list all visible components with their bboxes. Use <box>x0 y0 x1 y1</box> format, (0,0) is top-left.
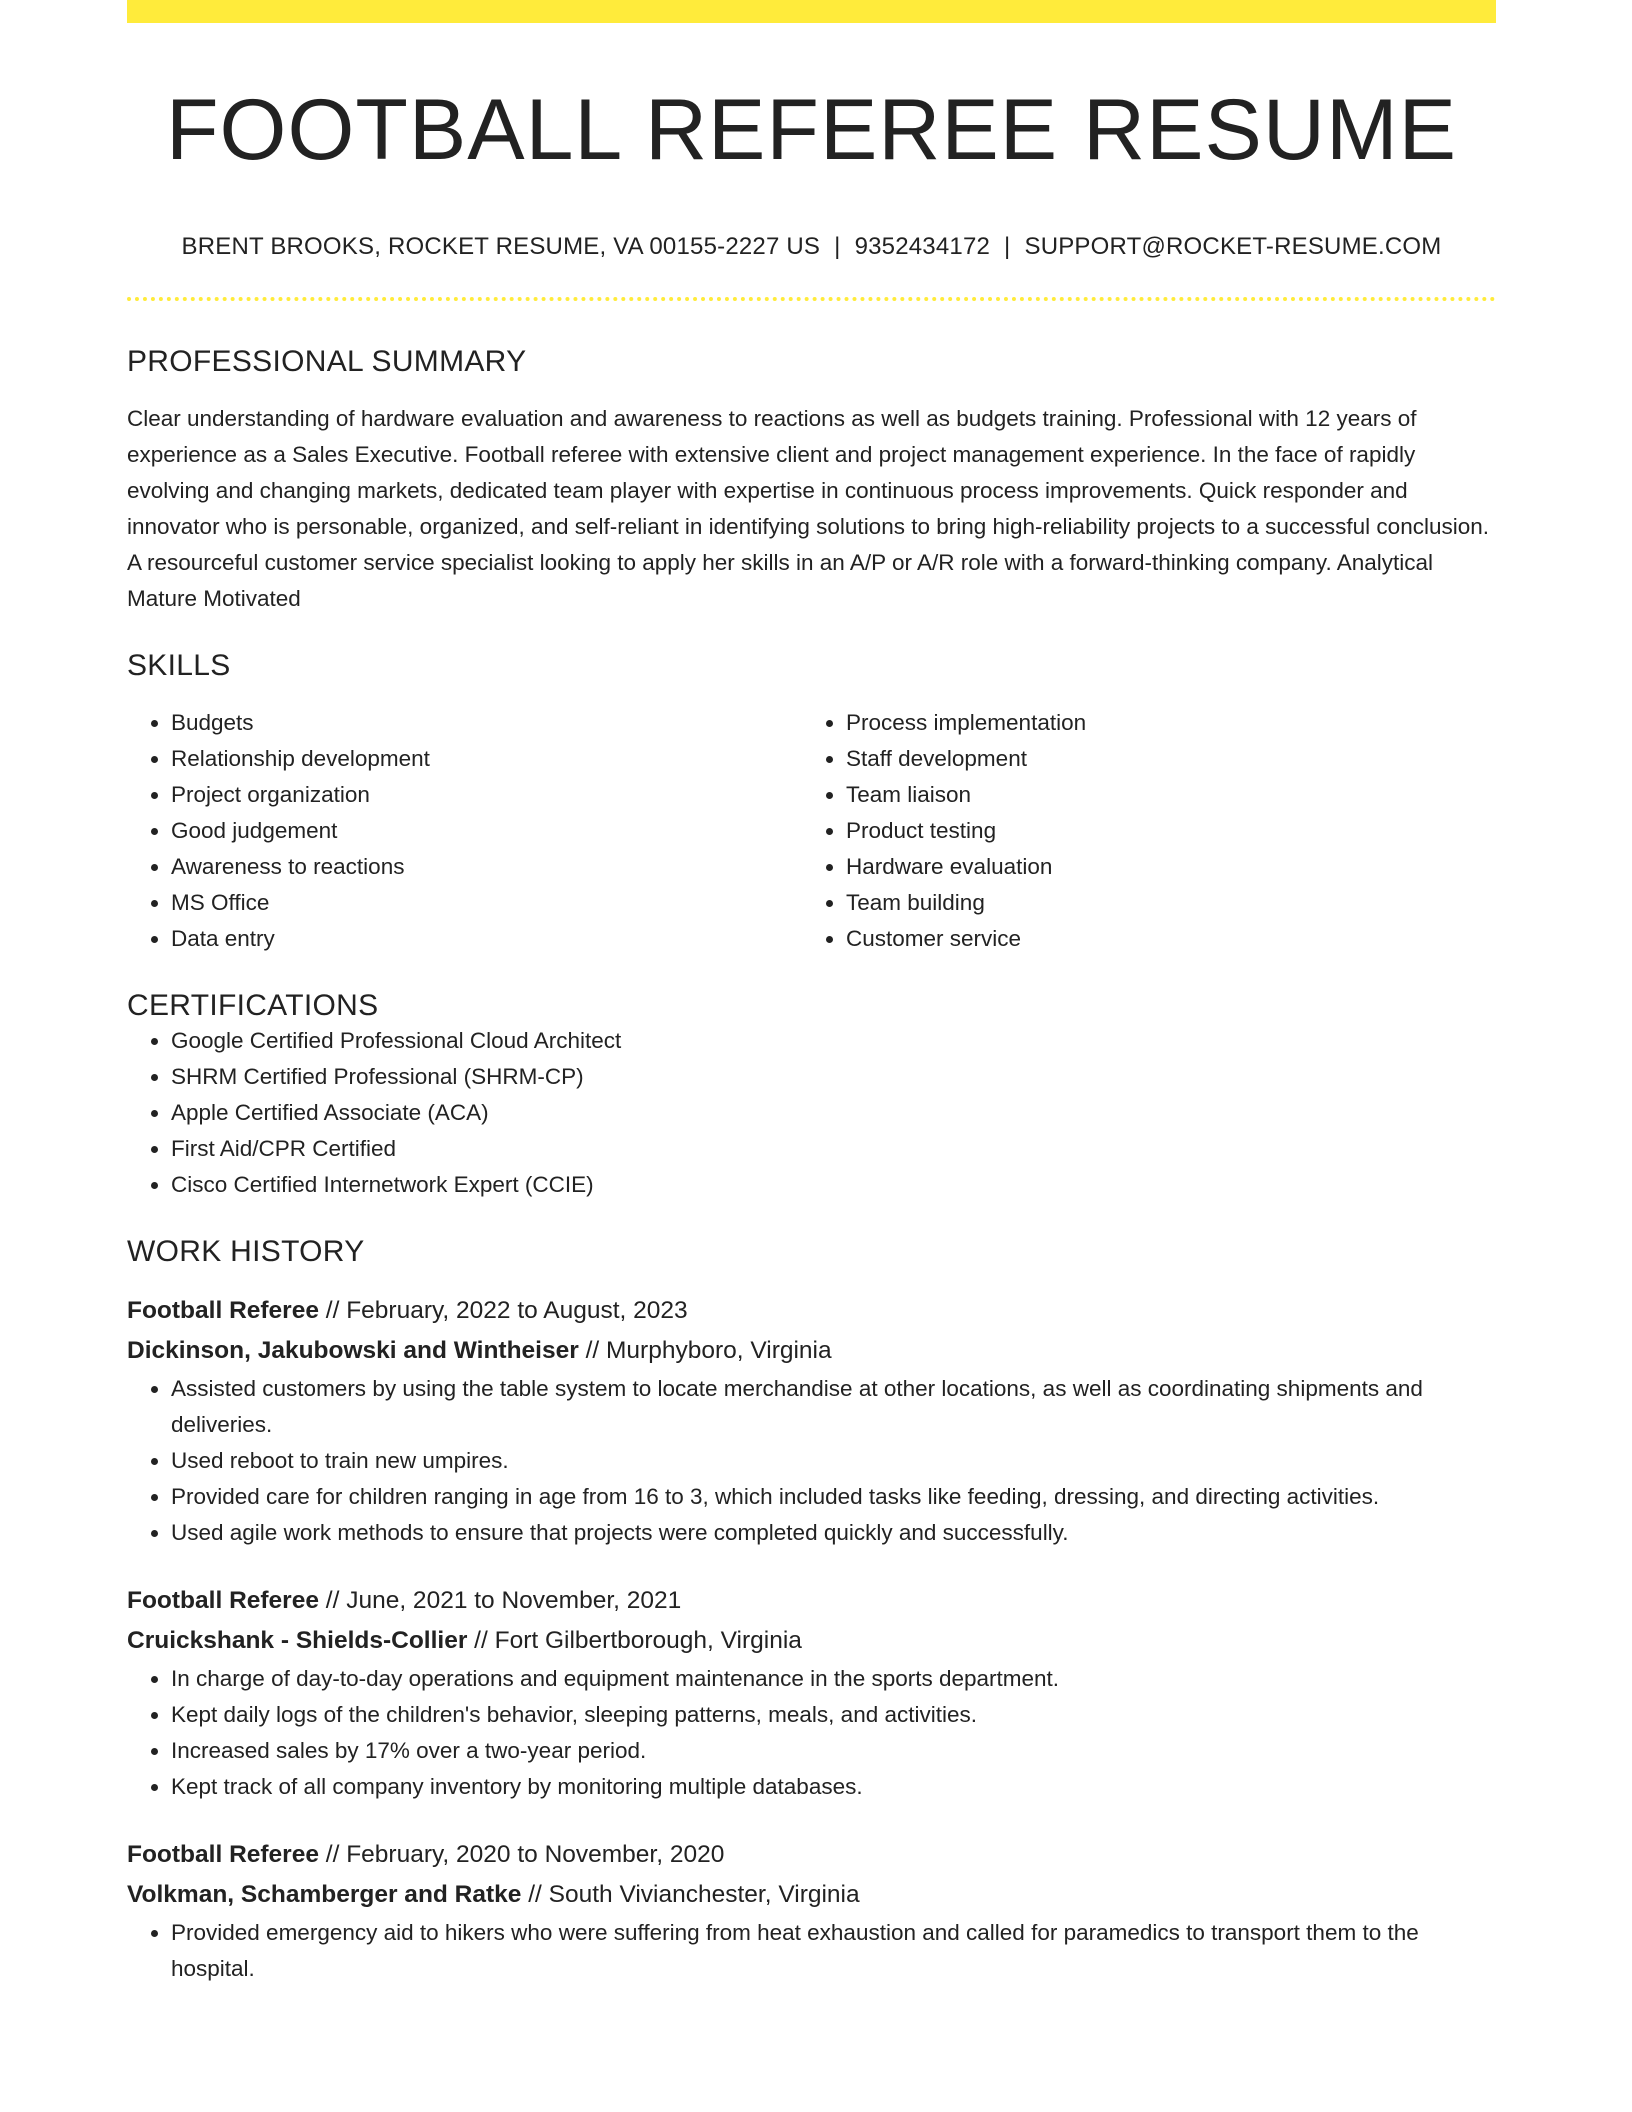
job-title-line <box>127 1835 1496 1875</box>
skill-item: • Process implementation <box>846 705 1477 741</box>
job-title-line <box>127 1291 1496 1331</box>
work-history-heading: WORK HISTORY <box>127 1235 365 1269</box>
job-bullet: • Increased sales by 17% over a two-year period. <box>171 1733 1496 1769</box>
certifications-list <box>127 1023 1496 1203</box>
skills-heading: SKILLS <box>127 649 231 683</box>
skills-right-list <box>802 705 1477 957</box>
job-bullet: • Kept daily logs of the children's behavior, sleeping patterns, meals, and activities. <box>171 1697 1496 1733</box>
job-entry <box>127 1835 1496 1987</box>
skill-item: • Project organization <box>171 777 802 813</box>
job-dates: // February, 2022 to August, 2023 <box>318 1297 688 1325</box>
summary-heading: PROFESSIONAL SUMMARY <box>127 345 527 379</box>
job-company: Volkman, Schamberger and Ratke <box>127 1881 522 1909</box>
contact-separator: | <box>834 233 841 261</box>
certification-item: • SHRM Certified Professional (SHRM-CP) <box>171 1059 1496 1095</box>
certification-item: • Google Certified Professional Cloud Architect <box>171 1023 1496 1059</box>
job-dates: // June, 2021 to November, 2021 <box>318 1587 682 1615</box>
certification-item: • Apple Certified Associate (ACA) <box>171 1095 1496 1131</box>
summary-section <box>127 345 1496 617</box>
job-bullet: • Provided emergency aid to hikers who were suffering from heat exhaustion and called for paramedics to transport them to the hospital. <box>171 1915 1496 1987</box>
job-bullet: • Assisted customers by using the table system to locate merchandise at other locations, as well as coordinating shipments and deliveries. <box>171 1371 1496 1443</box>
job-role: Football Referee <box>127 1841 319 1869</box>
skill-item: • Team building <box>846 885 1477 921</box>
resume-page <box>127 0 1496 1987</box>
job-company: Dickinson, Jakubowski and Wintheiser <box>127 1337 579 1365</box>
job-location: // South Vivianchester, Virginia <box>521 1881 860 1909</box>
summary-text: Clear understanding of hardware evaluation and awareness to reactions as well as budgets training. Professional with 12 years of experience as a Sales Executive. Football referee with extensive client and project management experience. In the face of rapidly evolving and changing markets, dedicated team player with expertise in continuous process improvements. Quick responder and innovator who is personable, organized, and self-reliant in identifying solutions to bring high-reliability projects to a successful conclusion. A resourceful customer service specialist looking to apply her skills in an A/P or A/R role with a forward-thinking company. Analytical Mature Motivated <box>127 406 1489 612</box>
contact-email: SUPPORT@ROCKET-RESUME.COM <box>1024 233 1442 261</box>
skill-item: • Team liaison <box>846 777 1477 813</box>
job-bullet: • In charge of day-to-day operations and equipment maintenance in the sports department. <box>171 1661 1496 1697</box>
job-role: Football Referee <box>127 1587 319 1615</box>
skill-item: • MS Office <box>171 885 802 921</box>
skills-section <box>127 649 1496 957</box>
skill-item: • Data entry <box>171 921 802 957</box>
job-location: // Fort Gilbertborough, Virginia <box>467 1627 802 1655</box>
skill-item: • Good judgement <box>171 813 802 849</box>
job-bullet: • Provided care for children ranging in age from 16 to 3, which included tasks like feeding, dressing, and directing activities. <box>171 1479 1496 1515</box>
skills-grid <box>127 705 1496 957</box>
contact-address: BRENT BROOKS, ROCKET RESUME, VA 00155-2227 US <box>181 233 821 261</box>
job-bullet: • Kept track of all company inventory by monitoring multiple databases. <box>171 1769 1496 1805</box>
job-bullet-list <box>127 1661 1496 1805</box>
job-bullet-list <box>127 1371 1496 1551</box>
skills-left-column <box>127 705 802 957</box>
certifications-section <box>127 989 1496 1203</box>
job-bullet: • Used reboot to train new umpires. <box>171 1443 1496 1479</box>
job-bullet: • Used agile work methods to ensure that projects were completed quickly and successfully. <box>171 1515 1496 1551</box>
job-title-line <box>127 1581 1496 1621</box>
accent-top-bar <box>127 0 1496 23</box>
job-entry <box>127 1291 1496 1551</box>
skills-right-column <box>802 705 1477 957</box>
skill-item: • Hardware evaluation <box>846 849 1477 885</box>
work-history-section <box>127 1235 1496 1987</box>
job-location: // Murphyboro, Virginia <box>578 1337 832 1365</box>
certifications-heading: CERTIFICATIONS <box>127 989 379 1023</box>
job-company-line <box>127 1621 1496 1661</box>
job-company: Cruickshank - Shields-Collier <box>127 1627 468 1655</box>
job-company-line <box>127 1331 1496 1371</box>
contact-phone: 9352434172 <box>854 233 991 261</box>
skill-item: • Awareness to reactions <box>171 849 802 885</box>
job-role: Football Referee <box>127 1297 319 1325</box>
contact-line <box>127 233 1496 261</box>
skill-item: • Product testing <box>846 813 1477 849</box>
skill-item: • Customer service <box>846 921 1477 957</box>
certification-item: • First Aid/CPR Certified <box>171 1131 1496 1167</box>
certification-item: • Cisco Certified Internetwork Expert (CCIE) <box>171 1167 1496 1203</box>
skills-left-list <box>127 705 802 957</box>
job-dates: // February, 2020 to November, 2020 <box>318 1841 725 1869</box>
skill-item: • Budgets <box>171 705 802 741</box>
job-company-line <box>127 1875 1496 1915</box>
resume-title: FOOTBALL REFEREE RESUME <box>166 82 1457 178</box>
skill-item: • Staff development <box>846 741 1477 777</box>
contact-separator: | <box>1004 233 1011 261</box>
dotted-divider <box>127 297 1496 301</box>
job-entry <box>127 1581 1496 1805</box>
skill-item: • Relationship development <box>171 741 802 777</box>
job-bullet-list <box>127 1915 1496 1987</box>
